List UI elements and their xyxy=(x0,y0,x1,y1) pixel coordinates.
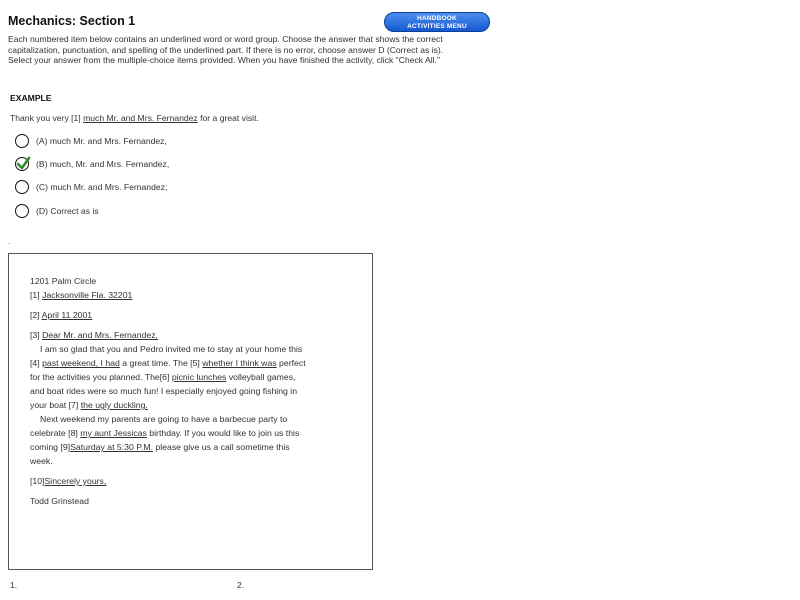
body-text: for the activities you planned. The[6] xyxy=(30,372,172,382)
radio-button-icon[interactable] xyxy=(15,134,29,148)
body-text: coming [9] xyxy=(30,442,71,452)
item-marker-4: [4] xyxy=(30,358,43,368)
choice-label: (D) Correct as is xyxy=(36,206,99,216)
body-text: a great time. The [5] xyxy=(119,358,203,368)
underlined-item-7: the ugly duckling. xyxy=(80,400,148,410)
page-title: Mechanics: Section 1 xyxy=(8,14,136,28)
address-line: 1201 Palm Circle xyxy=(30,276,97,286)
radio-button-icon[interactable] xyxy=(15,180,29,194)
example-choice-c[interactable] xyxy=(15,178,167,196)
underlined-item-1: Jacksonville Fla. 32201 xyxy=(42,290,133,300)
underlined-item-4: past weekend, I had xyxy=(42,358,120,368)
choice-label: (C) much Mr. and Mrs. Fernandez; xyxy=(36,182,168,192)
body-text: perfect xyxy=(276,358,306,368)
item-marker-10: [10] xyxy=(30,476,45,486)
letter-signature: Todd Grinstead xyxy=(30,496,89,506)
body-text: your boat [7] xyxy=(30,400,81,410)
letter-date-line xyxy=(30,308,350,322)
body-text: and boat rides were so much fun! I especially enjoyed going fishing in xyxy=(30,386,298,396)
menu-button-label-line1: HANDBOOK xyxy=(417,15,457,22)
body-text: birthday. If you would like to join us this xyxy=(146,428,300,438)
body-text: please give us a call sometime this xyxy=(152,442,290,452)
underlined-item-3: Dear Mr. and Mrs. Fernandez, xyxy=(42,330,158,340)
checkmark-icon xyxy=(15,155,31,171)
item-marker-3: [3] xyxy=(30,330,43,340)
question-1-label: 1. xyxy=(10,580,18,590)
choice-label: (B) much, Mr. and Mrs. Fernandez, xyxy=(36,159,170,169)
example-choice-d[interactable] xyxy=(15,202,99,220)
item-marker-1: [1] xyxy=(30,290,43,300)
underlined-item-6: picnic lunches xyxy=(171,372,227,382)
question-2-label: 2. xyxy=(237,580,245,590)
underlined-item-8: my aunt Jessicas xyxy=(80,428,147,438)
menu-button-label-line2: ACTIVITIES MENU xyxy=(407,22,467,30)
underlined-item-10: Sincerely yours, xyxy=(44,476,107,486)
item-marker-2: [2] xyxy=(30,310,42,320)
underlined-item-9: Saturday at 5:30 P.M. xyxy=(70,442,153,452)
radio-button-icon[interactable] xyxy=(15,204,29,218)
letter-passage-box xyxy=(8,253,373,570)
handbook-activities-menu-button[interactable] xyxy=(384,12,490,32)
underlined-item-2: April 11 2001 xyxy=(41,310,93,320)
body-text: Next weekend my parents are going to have a barbecue party to xyxy=(40,414,288,424)
radio-button-icon[interactable] xyxy=(15,157,29,171)
example-choice-a[interactable] xyxy=(15,132,167,150)
body-text: I am so glad that you and Pedro invited me to stay at your home this xyxy=(40,344,303,354)
example-sentence-start: Thank you very [1] xyxy=(10,113,84,123)
example-sentence-end: for a great visit. xyxy=(197,113,259,123)
choice-label: (A) much Mr. and Mrs. Fernandez, xyxy=(36,136,167,146)
instructions: Each numbered item below contains an underlined word or word group. Choose the answer that shows the correct capitalization, punctuation, and spelling of the underlined part. If there is no error, choose answer D (Correct as is). Select your answer from the multiple-choice items provided. When you have finished the activity, click "Check All." xyxy=(8,34,444,66)
body-text: volleyball games, xyxy=(226,372,296,382)
body-text: celebrate [8] xyxy=(30,428,81,438)
letter-heading xyxy=(30,274,350,302)
example-choice-b[interactable] xyxy=(15,155,169,173)
example-heading: EXAMPLE xyxy=(10,93,52,103)
underlined-item-5: whether I think was xyxy=(202,358,277,368)
letter-text xyxy=(30,274,350,514)
example-underlined-part: much Mr. and Mrs. Fernandez xyxy=(83,113,198,123)
example-sentence xyxy=(10,113,259,123)
body-text: week. xyxy=(30,456,53,466)
separator-dot: . xyxy=(8,237,11,246)
letter-closing xyxy=(30,474,350,488)
letter-body xyxy=(30,328,350,468)
